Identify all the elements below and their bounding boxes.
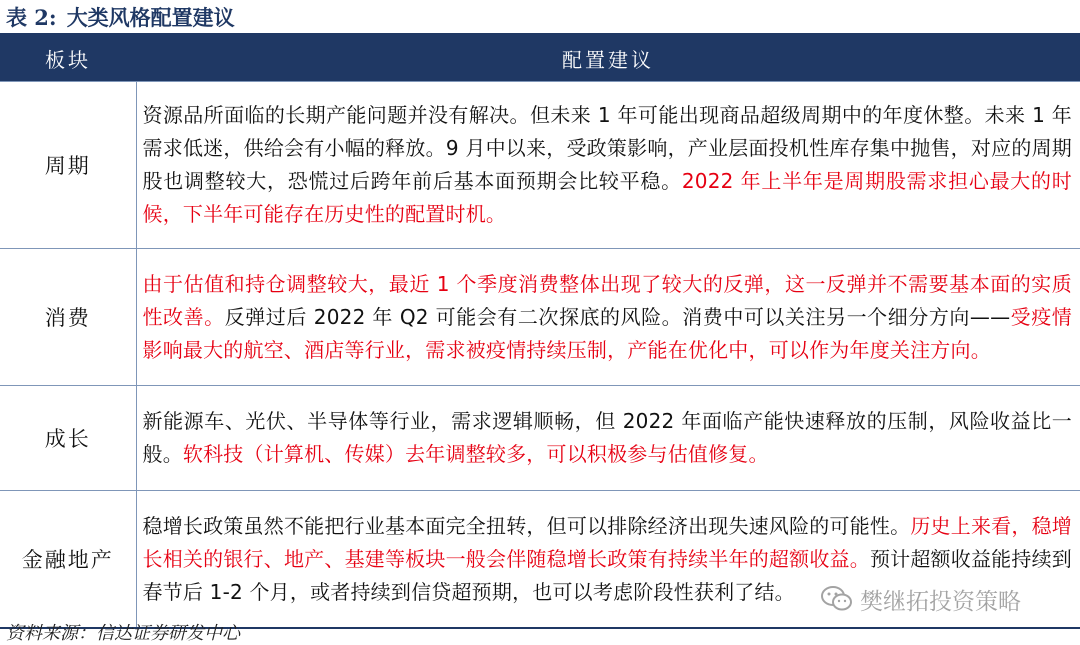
table-title-text: 大类风格配置建议 [66, 5, 235, 30]
advice-text: 稳增长政策虽然不能把行业基本面完全扭转，但可以排除经济出现失速风险的可能性。 [142, 513, 911, 538]
advice-highlight: 软科技（计算机、传媒）去年调整较多，可以积极参与估值修复。 [182, 442, 769, 466]
watermark-text: 樊继拓投资策略 [860, 588, 1021, 615]
advice-text: 反弹过后 2022 年 Q2 可能会有二次探底的风险。消费中可以关注另一个细分方向—— [224, 304, 1011, 329]
advice-highlight: 由于估值和持仓调整较大，最近 1 个季度消费整体出现了较大的反弹，这一反弹并不需要基本面的实质性改善。 [142, 271, 1072, 329]
advice-text: 新能源车、光伏、半导体等行业，需求逻辑顺畅，但 2022 年面临产能快速释放的压制，风险收益比一般。 [142, 409, 1072, 466]
table-title [6, 2, 235, 32]
source-note: 资料来源：信达证券研发中心 [6, 623, 240, 644]
row-label-finance-realestate: 金融地产 [0, 491, 136, 629]
row-label-consumer: 消费 [0, 249, 136, 386]
table-row [0, 249, 1080, 386]
advice-highlight: 历史上来看，稳增长相关的银行、地产、基建等板块一般会伴随稳增长政策有持续半年的超额收益。 [142, 513, 1072, 571]
row-advice-growth [136, 386, 1080, 491]
row-advice-cyclical [136, 82, 1080, 249]
header-sector: 板块 [0, 34, 136, 82]
advice-text: 预计超额收益能持续到春节后 1-2 个月，或者持续到信贷超预期，也可以考虑阶段性获利了结。 [142, 546, 1072, 604]
table-row [0, 82, 1080, 249]
advice-highlight: 受疫情影响最大的航空、酒店等行业，需求被疫情持续压制，产能在优化中，可以作为年度关注方向。 [142, 304, 1072, 362]
table-header-row [0, 34, 1080, 82]
table-row [0, 386, 1080, 491]
row-label-growth: 成长 [0, 386, 136, 491]
watermark [820, 584, 1021, 614]
row-label-cyclical: 周期 [0, 82, 136, 249]
wechat-icon [820, 584, 854, 614]
advice-text: 资源品所面临的长期产能问题并没有解决。但未来 1 年可能出现商品超级周期中的年度休整。未来 1 年需求低迷，供给会有小幅的释放。9 月中以来，受政策影响，产业层面投机性库存集中抛售，对应的周期股也调整较大，恐慌过后跨年前后基本面预期会比较平稳。 [142, 103, 1072, 193]
row-advice-consumer [136, 249, 1080, 386]
header-advice: 配置建议 [136, 34, 1080, 82]
allocation-table [0, 33, 1080, 629]
advice-highlight: 2022 年上半年是周期股需求担心最大的时候，下半年可能存在历史性的配置时机。 [142, 169, 1072, 226]
table-number: 表 2: [6, 5, 57, 30]
